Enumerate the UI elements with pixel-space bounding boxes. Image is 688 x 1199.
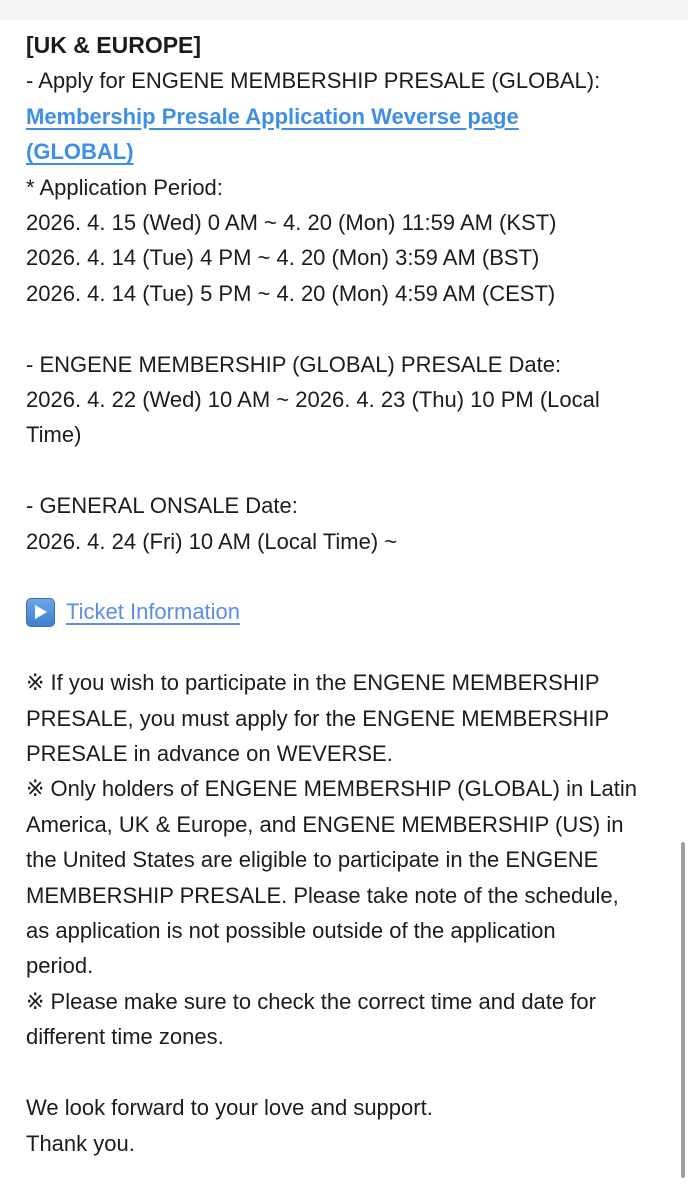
onsale-date: 2026. 4. 24 (Fri) 10 AM (Local Time) ~ bbox=[26, 528, 398, 554]
note2-line6: period. bbox=[26, 953, 94, 979]
ticket-information-row bbox=[26, 594, 676, 629]
play-triangle-icon bbox=[34, 604, 48, 620]
note2-line3: the United States are eligible to participate in the ENGENE bbox=[26, 847, 599, 873]
note3-line1: ※ Please make sure to check the correct time and date for bbox=[26, 988, 596, 1014]
note2-line1: ※ Only holders of ENGENE MEMBERSHIP (GLOBAL) in Latin bbox=[26, 776, 638, 802]
apply-label: - Apply for ENGENE MEMBERSHIP PRESALE (GLOBAL): bbox=[26, 68, 601, 94]
presale-date-line2: Time) bbox=[26, 422, 82, 448]
region-heading: [UK & EUROPE] bbox=[26, 32, 202, 58]
closing-line2: Thank you. bbox=[26, 1130, 135, 1156]
note2-line4: MEMBERSHIP PRESALE. Please take note of the schedule, bbox=[26, 882, 619, 908]
note2-line5: as application is not possible outside of the application bbox=[26, 918, 556, 944]
membership-presale-application-link[interactable]: Membership Presale Application Weverse page bbox=[26, 103, 519, 129]
vertical-scrollbar[interactable] bbox=[681, 842, 685, 1178]
presale-date-label: - ENGENE MEMBERSHIP (GLOBAL) PRESALE Date: bbox=[26, 351, 562, 377]
top-bar-background bbox=[0, 0, 688, 20]
note1-line3: PRESALE in advance on WEVERSE. bbox=[26, 741, 393, 767]
announcement-body bbox=[26, 28, 676, 1161]
spacer bbox=[26, 453, 676, 488]
spacer bbox=[26, 311, 676, 346]
application-time-bst: 2026. 4. 14 (Tue) 4 PM ~ 4. 20 (Mon) 3:59 AM (BST) bbox=[26, 245, 540, 271]
onsale-date-label: - GENERAL ONSALE Date: bbox=[26, 493, 298, 519]
note1-line2: PRESALE, you must apply for the ENGENE MEMBERSHIP bbox=[26, 705, 610, 731]
spacer bbox=[26, 630, 676, 665]
ticket-information-link[interactable]: Ticket Information bbox=[66, 599, 241, 625]
application-time-kst: 2026. 4. 15 (Wed) 0 AM ~ 4. 20 (Mon) 11:59 AM (KST) bbox=[26, 210, 557, 236]
note2-line2: America, UK & Europe, and ENGENE MEMBERSHIP (US) in bbox=[26, 811, 624, 837]
membership-presale-application-link-continued[interactable]: (GLOBAL) bbox=[26, 139, 134, 165]
application-period-label: * Application Period: bbox=[26, 174, 223, 200]
note1-line1: ※ If you wish to participate in the ENGENE MEMBERSHIP bbox=[26, 670, 600, 696]
presale-date-line1: 2026. 4. 22 (Wed) 10 AM ~ 2026. 4. 23 (Thu) 10 PM (Local bbox=[26, 387, 600, 413]
note3-line2: different time zones. bbox=[26, 1024, 224, 1050]
spacer bbox=[26, 1055, 676, 1090]
spacer bbox=[26, 559, 676, 594]
application-time-cest: 2026. 4. 14 (Tue) 5 PM ~ 4. 20 (Mon) 4:59 AM (CEST) bbox=[26, 280, 556, 306]
closing-line1: We look forward to your love and support. bbox=[26, 1095, 433, 1121]
play-button-icon bbox=[26, 598, 55, 627]
